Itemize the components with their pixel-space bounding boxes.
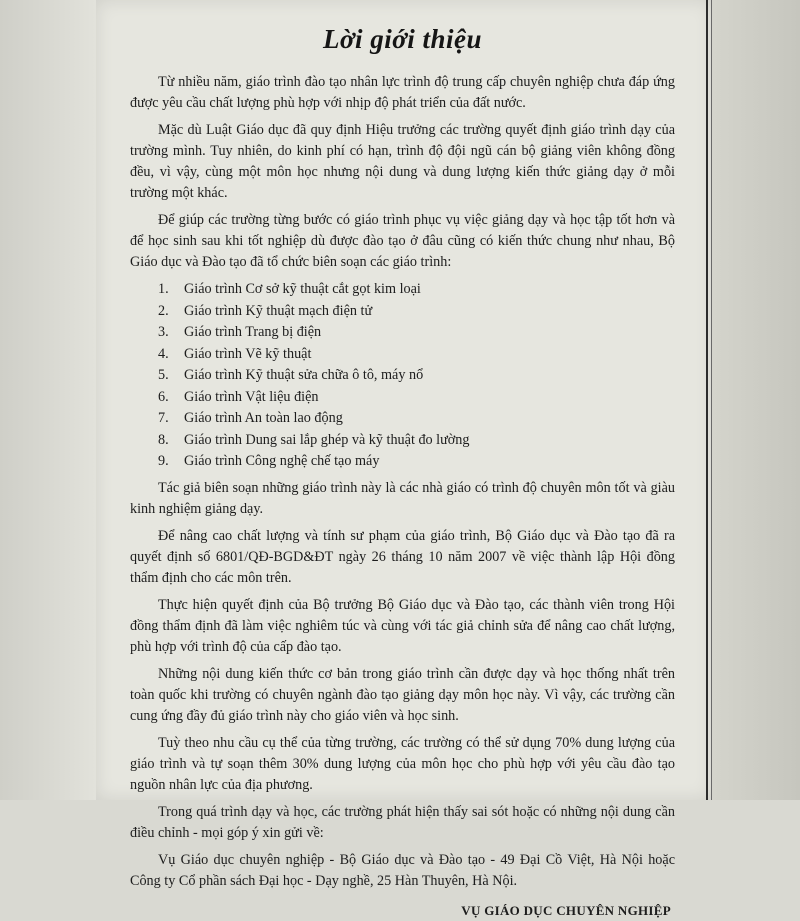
paragraph: Để nâng cao chất lượng và tính sư phạm của giáo trình, Bộ Giáo dục và Đào tạo đã ra quyết định số 6801/QĐ-BGD&ĐT ngày 26 tháng 10 năm 2007 về việc thành lập Hội đồng thẩm định cho các môn trên. <box>130 527 675 586</box>
list-number: 6. <box>158 388 169 405</box>
page-title: Lời giới thiệu <box>323 24 482 54</box>
list-label: Giáo trình Cơ sở kỹ thuật cắt gọt kim loại <box>184 281 421 297</box>
list-item <box>158 344 675 366</box>
signature: VỤ GIÁO DỤC CHUYÊN NGHIỆP <box>461 902 671 918</box>
paragraph: Để giúp các trường từng bước có giáo trình phục vụ việc giảng dạy và học tập tốt hơn và để học sinh sau khi tốt nghiệp dù được đào tạo ở đâu cũng có kiến thức chung như nhau, Bộ Giáo dục và Đào tạo đã tổ chức biên soạn các giáo trình: <box>130 212 675 270</box>
list-item <box>158 451 675 473</box>
paragraph: Những nội dung kiến thức cơ bản trong giáo trình cần được dạy và học thống nhất trên toàn quốc khi trường có chuyên ngành đào tạo giảng dạy môn học này. Vì vậy, các trường cần cung ứng đầy đủ giáo trình này cho giáo viên và học sinh. <box>130 665 675 724</box>
list-item <box>158 301 675 323</box>
paragraph: Mặc dù Luật Giáo dục đã quy định Hiệu trưởng các trường quyết định giáo trình dạy của trường mình. Tuy nhiên, do kinh phí có hạn, trình độ đội ngũ cán bộ giảng viên không đồng đều, vì vậy, cùng một môn học nhưng nội dung và dung lượng kiến thức giảng dạy ở mỗi trường một khác. <box>130 122 675 201</box>
page-left-margin <box>0 0 96 800</box>
book-spine-line <box>706 0 708 800</box>
list-label: Giáo trình Dung sai lắp ghép và kỹ thuật đo lường <box>184 431 470 448</box>
list-label: Giáo trình An toàn lao động <box>184 410 343 426</box>
paragraph: Từ nhiều năm, giáo trình đào tạo nhân lực trình độ trung cấp chuyên nghiệp chưa đáp ứng được yêu cầu chất lượng phù hợp với nhịp độ phát triển của đất nước. <box>130 74 675 111</box>
list-number: 1. <box>158 281 169 297</box>
paragraph: Thực hiện quyết định của Bộ trưởng Bộ Giáo dục và Đào tạo, các thành viên trong Hội đồng thẩm định đã làm việc nghiêm túc và cùng với tác giả chỉnh sửa để nâng cao chất lượng, phù hợp với trình độ của cấp đào tạo. <box>130 596 675 655</box>
list-item <box>158 322 675 344</box>
list-item <box>158 408 675 430</box>
paragraph: Trong quá trình dạy và học, các trường phát hiện thấy sai sót hoặc có những nội dung cần điều chỉnh - mọi góp ý xin gửi về: <box>130 803 675 841</box>
list-item <box>158 387 675 409</box>
document-body <box>130 22 675 921</box>
list-number: 9. <box>158 453 169 469</box>
list-number: 4. <box>158 345 169 362</box>
list-label: Giáo trình Kỹ thuật sửa chữa ô tô, máy nổ <box>184 367 424 383</box>
list-item <box>158 365 675 387</box>
list-number: 7. <box>158 410 169 426</box>
paragraph: Tác giả biên soạn những giáo trình này là các nhà giáo có trình độ chuyên môn tốt và giàu kinh nghiệm giảng dạy. <box>130 479 675 517</box>
list-label: Giáo trình Trang bị điện <box>184 324 322 340</box>
textbook-list <box>130 279 675 473</box>
list-label: Giáo trình Kỹ thuật mạch điện tử <box>184 302 373 319</box>
paragraph: Tuỳ theo nhu cầu cụ thể của từng trường, các trường có thể sử dụng 70% dung lượng của giáo trình và tự soạn thêm 30% dung lượng của môn học cho phù hợp với yêu cầu đào tạo nguồn nhân lực của địa phương. <box>130 734 675 793</box>
book-cover-edge <box>712 0 800 800</box>
list-label: Giáo trình Vẽ kỹ thuật <box>184 345 312 362</box>
list-number: 3. <box>158 324 169 340</box>
list-label: Giáo trình Vật liệu điện <box>184 388 319 405</box>
list-item <box>158 279 675 301</box>
list-number: 8. <box>158 431 169 448</box>
contact-address: Vụ Giáo dục chuyên nghiệp - Bộ Giáo dục và Đào tạo - 49 Đại Cồ Việt, Hà Nội hoặc Công ty Cổ phần sách Đại học - Dạy nghề, 25 Hàn Thuyên, Hà Nội. <box>130 851 675 889</box>
list-item <box>158 430 675 452</box>
list-number: 5. <box>158 367 169 383</box>
list-label: Giáo trình Công nghệ chế tạo máy <box>184 453 380 469</box>
list-number: 2. <box>158 302 169 319</box>
